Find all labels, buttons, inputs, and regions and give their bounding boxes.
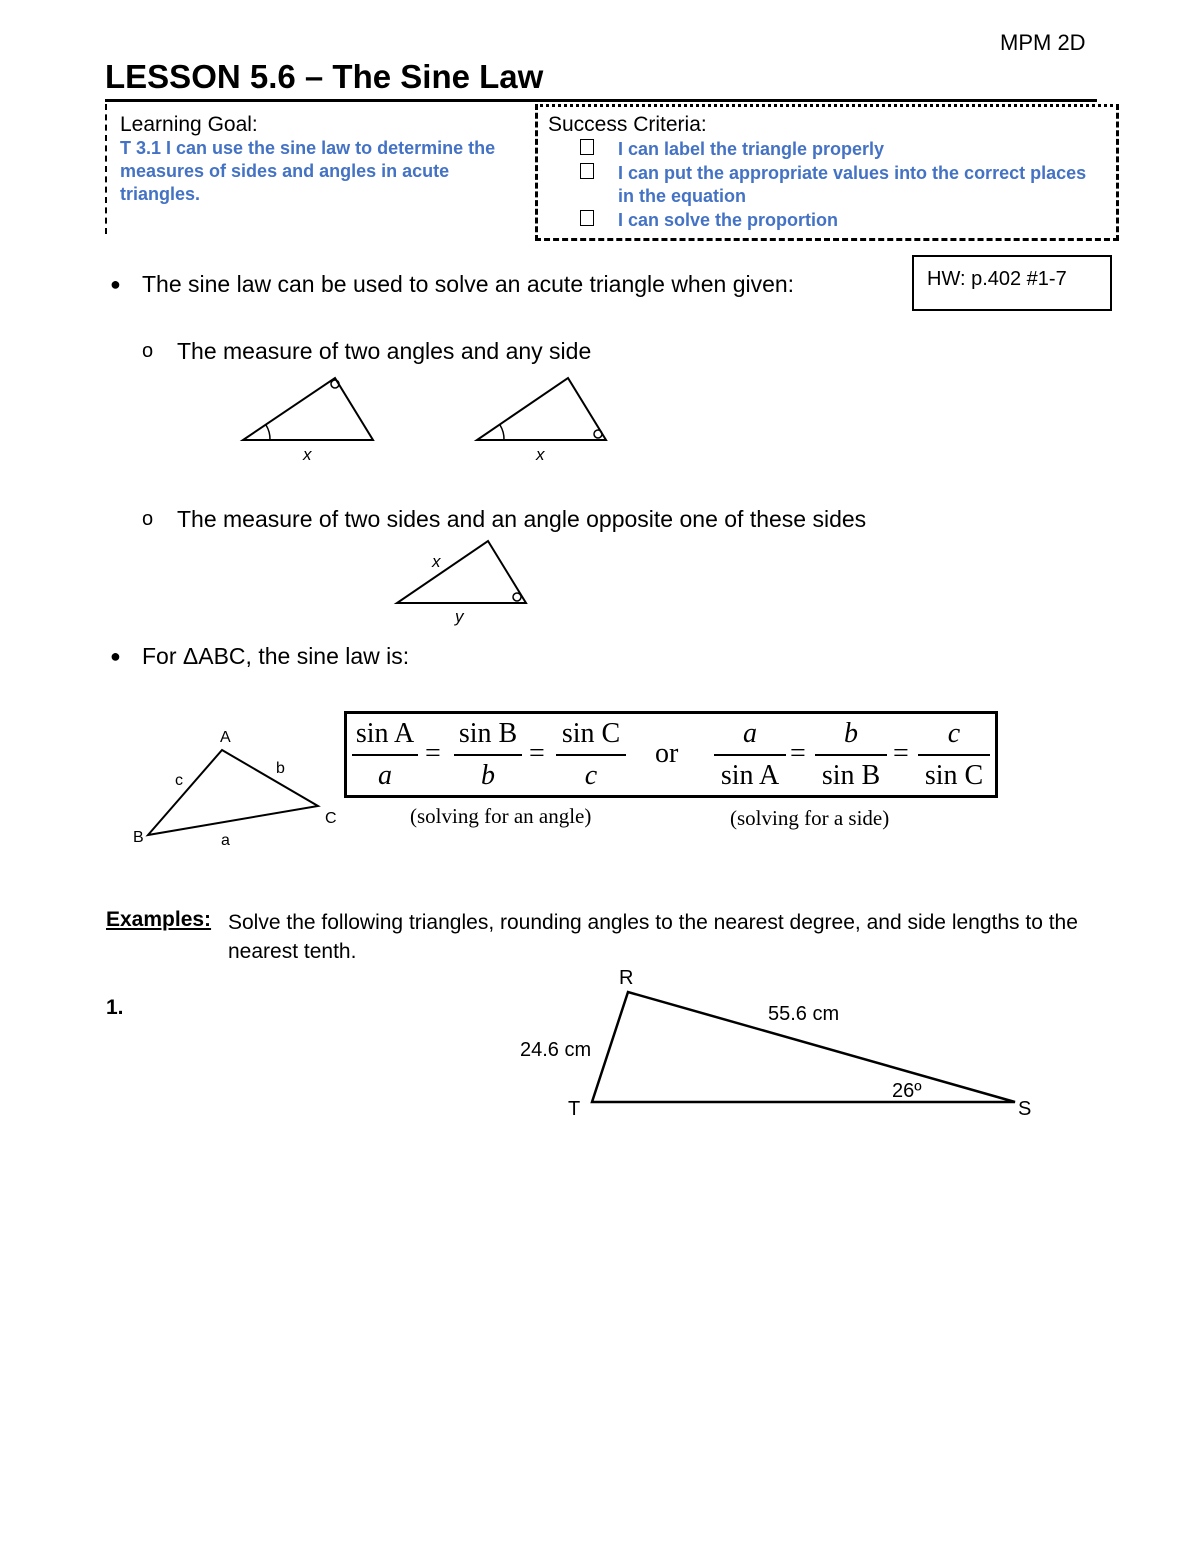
vertex-label-b: B [133,829,144,846]
equals-sign: = [893,738,909,769]
learning-goal-label: Learning Goal: [120,113,258,136]
fraction-numerator: sin A [355,718,415,749]
equals-sign: = [425,738,441,769]
fraction-denominator: sin C [924,760,984,791]
side-label-a: a [221,832,230,849]
vertex-label-t: T [568,1098,581,1120]
lesson-title: LESSON 5.6 – The Sine Law [105,58,544,95]
fraction-denominator: c [584,760,598,791]
side-length-rs: 55.6 cm [768,1003,840,1025]
formula-note-angle: (solving for an angle) [410,804,592,828]
formula-fraction [714,716,786,794]
triangle-diagram [477,378,606,440]
triangle-diagram [243,378,373,440]
example-number: 1. [106,996,124,1019]
sub-bullet-icon: o [142,340,154,362]
side-label-x: x [536,445,545,464]
fraction-numerator: a [743,718,757,749]
homework-text: HW: p.402 #1-7 [927,268,1067,290]
side-label-y: y [455,607,464,626]
vertex-label-a: A [220,729,231,746]
fraction-denominator: sin B [821,760,881,791]
vertex-label-r: R [619,967,634,989]
fraction-denominator: sin A [720,760,780,791]
examples-label: Examples: [106,908,212,931]
criteria-item: I can label the triangle properly [618,139,885,159]
triangle-diagram [397,541,526,603]
triangle-abc-diagram [125,720,355,850]
bullet-text: For ΔABC, the sine law is: [142,643,410,669]
criteria-item: I can solve the proportion [618,210,839,230]
equals-sign: = [529,738,545,769]
angle-label-s: 26º [892,1080,922,1102]
formula-fraction [352,716,418,794]
side-label-x: x [303,445,312,464]
course-code: MPM 2D [1000,30,1086,55]
bullet-text: The sine law can be used to solve an acute triangle when given: [142,271,795,297]
checkbox-icon [580,139,594,155]
success-criteria-label: Success Criteria: [548,113,707,136]
formula-fraction [918,716,990,794]
fraction-numerator: b [844,718,858,749]
bullet-icon: ● [110,274,121,294]
side-length-rt: 24.6 cm [520,1039,592,1061]
criteria-item: I can put the appropriate values into the correct places in the equation [618,163,1087,206]
fraction-denominator: a [378,760,392,791]
examples-instructions: Solve the following triangles, rounding angles to the nearest degree, and side lengths to the nearest tenth. [228,911,1078,963]
side-label-b: b [276,760,285,777]
side-label-x: x [432,552,441,571]
sub-bullet-text: The measure of two sides and an angle opposite one of these sides [177,506,867,532]
fraction-numerator: sin B [458,718,518,749]
two-side-triangle [385,535,545,630]
formula-fraction [454,716,522,794]
vertex-label-c: C [325,810,337,827]
triangle-diagram [148,750,318,835]
fraction-numerator: sin C [561,718,621,749]
side-label-c: c [175,772,183,789]
sub-bullet-text: The measure of two angles and any side [177,338,592,364]
fraction-numerator: c [947,718,961,749]
bullet-icon: ● [110,646,121,666]
checkbox-icon [580,163,594,179]
vertex-label-s: S [1018,1098,1032,1120]
learning-goal-text: T 3.1 I can use the sine law to determine the measures of sides and angles in acute triangles. [120,138,496,204]
formula-or: or [655,738,679,769]
fraction-denominator: b [481,760,495,791]
two-angle-triangles [230,370,630,470]
formula-note-side: (solving for a side) [730,806,890,830]
sub-bullet-icon: o [142,508,154,530]
checkbox-icon [580,210,594,226]
formula-fraction [556,716,626,794]
formula-fraction [815,716,887,794]
example-triangle-rts [510,960,1050,1125]
equals-sign: = [790,738,806,769]
title-divider [105,99,1097,102]
